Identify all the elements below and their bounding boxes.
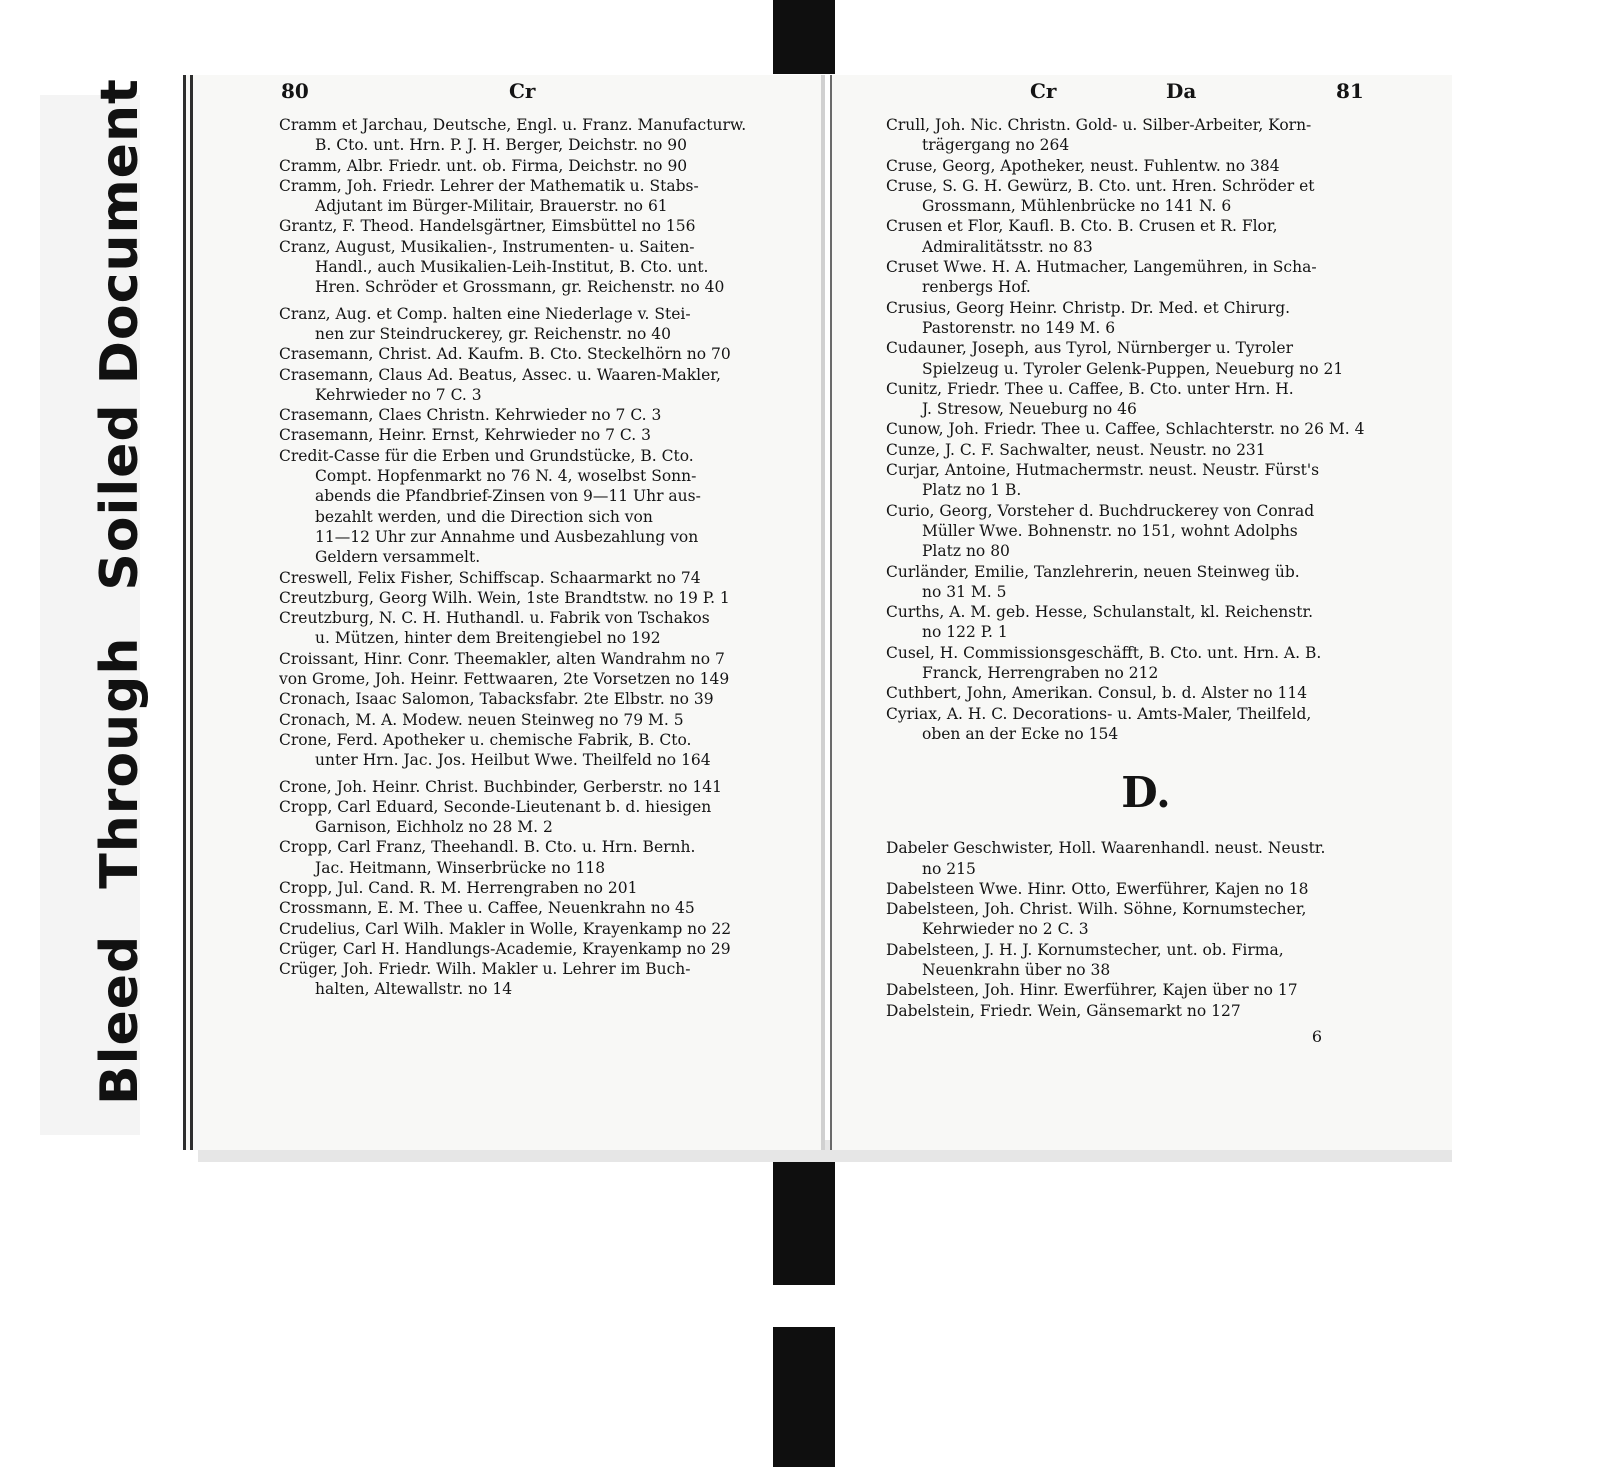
entry-first-line: Cronach, Isaac Salomon, Tabacksfabr. 2te Elbstr. no 39 [279, 690, 714, 709]
entry-first-line: Cruset Wwe. H. A. Hutmacher, Langemühren, in Scha- [886, 258, 1317, 277]
directory-entry [279, 649, 799, 669]
entry-continuation-line: Neuenkrahn über no 38 [922, 960, 1111, 979]
left-entry-list [279, 115, 799, 1000]
entry-first-line: Cusel, H. Commissionsgeschäfft, B. Cto. unt. Hrn. A. B. [886, 643, 1322, 662]
entry-first-line: Crasemann, Heinr. Ernst, Kehrwieder no 7 C. 3 [279, 426, 651, 445]
directory-entry [279, 919, 799, 939]
directory-entry [279, 797, 799, 838]
directory-entry [279, 365, 799, 406]
right-entry-list [886, 115, 1406, 1047]
entry-first-line: Crüger, Carl H. Handlungs-Academie, Krayenkamp no 29 [279, 939, 731, 958]
entry-first-line: Credit-Casse für die Erben und Grundstücke, B. Cto. [279, 446, 694, 465]
directory-entry [886, 838, 1406, 879]
entry-continuation-line: Admiralitätsstr. no 83 [922, 237, 1093, 256]
entry-continuation-line: renbergs Hof. [922, 278, 1031, 297]
entry-first-line: Cunow, Joh. Friedr. Thee u. Caffee, Schlachterstr. no 26 M. 4 [886, 420, 1365, 439]
directory-entry [279, 939, 799, 959]
entry-continuation-line: Platz no 1 B. [922, 481, 1022, 500]
right-page-running-head-right: Da [1166, 79, 1197, 103]
entry-continuation-line: bezahlt werden, und die Direction sich von [315, 507, 653, 526]
directory-entry [279, 730, 799, 771]
signature-mark: 6 [1311, 1026, 1322, 1046]
directory-entry [886, 176, 1406, 217]
entry-continuation-line: unter Hrn. Jac. Jos. Heilbut Wwe. Theilfeld no 164 [315, 751, 711, 770]
directory-entry [886, 156, 1406, 176]
directory-entry [279, 710, 799, 730]
entry-first-line: Creutzburg, N. C. H. Huthandl. u. Fabrik von Tschakos [279, 609, 710, 628]
entry-first-line: Cudauner, Joseph, aus Tyrol, Nürnberger u. Tyroler [886, 339, 1293, 358]
directory-entry [279, 588, 799, 608]
entry-first-line: Crull, Joh. Nic. Christn. Gold- u. Silber-Arbeiter, Korn- [886, 116, 1312, 134]
directory-entry [279, 689, 799, 709]
entry-first-line: Crasemann, Christ. Ad. Kaufm. B. Cto. Steckelhörn no 70 [279, 345, 731, 364]
directory-entry [886, 1001, 1406, 1021]
left-page [183, 75, 825, 1150]
directory-entry [279, 898, 799, 918]
directory-entry [886, 643, 1406, 684]
entry-first-line: Crasemann, Claus Ad. Beatus, Assec. u. Waaren-Makler, [279, 365, 721, 384]
entry-continuation-line: Franck, Herrengraben no 212 [922, 664, 1159, 683]
entry-first-line: Cranz, Aug. et Comp. halten eine Niederlage v. Stei- [279, 304, 691, 323]
directory-entry [279, 304, 799, 345]
entry-first-line: Curjar, Antoine, Hutmachermstr. neust. Neustr. Fürst's [886, 461, 1320, 480]
entry-first-line: Cunitz, Friedr. Thee u. Caffee, B. Cto. unter Hrn. H. [886, 379, 1294, 398]
left-page-running-head: Cr [509, 79, 536, 103]
entry-continuation-line: B. Cto. unt. Hrn. P. J. H. Berger, Deichstr. no 90 [315, 136, 687, 155]
directory-entry [886, 257, 1406, 298]
left-page-header [193, 75, 825, 109]
entry-first-line: Curths, A. M. geb. Hesse, Schulanstalt, kl. Reichenstr. [886, 603, 1314, 622]
bleed-through-soiled-label [90, 78, 150, 1105]
directory-entry [279, 216, 799, 236]
directory-entry [279, 777, 799, 797]
entry-first-line: Cyriax, A. H. C. Decorations- u. Amts-Maler, Theilfeld, [886, 704, 1312, 723]
entry-first-line: Crone, Ferd. Apotheker u. chemische Fabrik, B. Cto. [279, 730, 692, 749]
entry-continuation-line: Hren. Schröder et Grossmann, gr. Reichenstr. no 40 [315, 278, 725, 297]
entry-continuation-line: no 215 [922, 859, 976, 878]
entry-first-line: Cramm, Joh. Friedr. Lehrer der Mathematik u. Stabs- [279, 176, 699, 195]
directory-entry [279, 959, 799, 1000]
directory-entry [279, 837, 799, 878]
entry-continuation-line: Spielzeug u. Tyroler Gelenk-Puppen, Neueburg no 21 [922, 359, 1344, 378]
directory-entry [886, 940, 1406, 981]
label-word-3: Soiled Document [90, 78, 150, 591]
directory-entry [279, 568, 799, 588]
directory-entry [886, 879, 1406, 899]
directory-entry [279, 446, 799, 568]
entry-continuation-line: Compt. Hopfenmarkt no 76 N. 4, woselbst Sonn- [315, 467, 697, 486]
entry-first-line: Cunze, J. C. F. Sachwalter, neust. Neustr. no 231 [886, 440, 1266, 459]
entry-first-line: Crudelius, Carl Wilh. Makler in Wolle, Krayenkamp no 22 [279, 919, 732, 938]
entry-continuation-line: Kehrwieder no 7 C. 3 [315, 385, 482, 404]
section-letter-d: D. [1121, 768, 1171, 818]
entry-continuation-line: Handl., auch Musikalien-Leih-Institut, B. Cto. unt. [315, 258, 709, 277]
label-word-1: Bleed [90, 934, 150, 1105]
directory-entry [886, 899, 1406, 940]
binding-clip-top [773, 0, 835, 74]
entry-continuation-line: Adjutant im Bürger-Militair, Brauerstr. no 61 [315, 197, 668, 216]
directory-entry [886, 440, 1406, 460]
directory-entry [886, 501, 1406, 562]
entry-continuation-line: 11—12 Uhr zur Annahme und Ausbezahlung von [315, 527, 699, 546]
directory-entry [279, 669, 799, 689]
entry-first-line: Dabelsteen, Joh. Christ. Wilh. Söhne, Kornumstecher, [886, 900, 1307, 919]
entry-continuation-line: Müller Wwe. Bohnenstr. no 151, wohnt Adolphs [922, 521, 1298, 540]
entry-first-line: Cramm, Albr. Friedr. unt. ob. Firma, Deichstr. no 90 [279, 156, 688, 175]
entry-first-line: Crasemann, Claes Christn. Kehrwieder no 7 C. 3 [279, 406, 662, 425]
entry-first-line: Creutzburg, Georg Wilh. Wein, 1ste Brandtstw. no 19 P. 1 [279, 588, 730, 607]
entry-first-line: Cronach, M. A. Modew. neuen Steinweg no 79 M. 5 [279, 710, 684, 729]
entry-first-line: Cropp, Carl Eduard, Seconde-Lieutenant b. d. hiesigen [279, 797, 712, 816]
directory-entry [886, 683, 1406, 703]
entry-continuation-line: Garnison, Eichholz no 28 M. 2 [315, 818, 553, 837]
entry-continuation-line: Geldern versammelt. [315, 548, 481, 567]
directory-entry [886, 298, 1406, 339]
right-page-running-head-left: Cr [1030, 79, 1057, 103]
directory-entry [279, 878, 799, 898]
entry-first-line: Cruse, S. G. H. Gewürz, B. Cto. unt. Hren. Schröder et [886, 176, 1315, 195]
directory-entry [279, 425, 799, 445]
right-page [830, 75, 1452, 1150]
right-page-number: 81 [1336, 79, 1364, 103]
directory-entry [279, 156, 799, 176]
entry-first-line: Grantz, F. Theod. Handelsgärtner, Eimsbüttel no 156 [279, 217, 696, 236]
directory-entry [886, 460, 1406, 501]
entry-continuation-line: Jac. Heitmann, Winserbrücke no 118 [315, 858, 606, 877]
left-page-number: 80 [281, 79, 309, 103]
entry-first-line: Crone, Joh. Heinr. Christ. Buchbinder, Gerberstr. no 141 [279, 777, 723, 796]
directory-entry [279, 344, 799, 364]
directory-entry [279, 176, 799, 217]
entry-first-line: Dabelsteen, Joh. Hinr. Ewerführer, Kajen über no 17 [886, 981, 1298, 1000]
entry-first-line: Crossmann, E. M. Thee u. Caffee, Neuenkrahn no 45 [279, 899, 695, 918]
entry-continuation-line: no 31 M. 5 [922, 582, 1007, 601]
entry-first-line: Cramm et Jarchau, Deutsche, Engl. u. Franz. Manufacturw. [279, 116, 747, 134]
directory-entry [886, 704, 1406, 745]
entry-first-line: Crusius, Georg Heinr. Christp. Dr. Med. et Chirurg. [886, 298, 1291, 317]
entry-continuation-line: Platz no 80 [922, 542, 1010, 561]
entry-first-line: Croissant, Hinr. Conr. Theemakler, alten Wandrahm no 7 [279, 649, 725, 668]
entry-first-line: von Grome, Joh. Heinr. Fettwaaren, 2te Vorsetzen no 149 [279, 670, 730, 689]
entry-first-line: Dabelsteen, J. H. J. Kornumstecher, unt. ob. Firma, [886, 940, 1284, 959]
entry-continuation-line: abends die Pfandbrief-Zinsen von 9—11 Uhr aus- [315, 487, 701, 506]
entry-first-line: Cropp, Carl Franz, Theehandl. B. Cto. u. Hrn. Bernh. [279, 838, 696, 857]
directory-entry [886, 338, 1406, 379]
entry-first-line: Curländer, Emilie, Tanzlehrerin, neuen Steinweg üb. [886, 562, 1300, 581]
directory-entry [886, 216, 1406, 257]
right-page-header [832, 75, 1452, 109]
directory-entry [886, 980, 1406, 1000]
entry-continuation-line: no 122 P. 1 [922, 623, 1008, 642]
entry-first-line: Cuthbert, John, Amerikan. Consul, b. d. Alster no 114 [886, 684, 1308, 703]
directory-entry [886, 562, 1406, 603]
directory-entry [279, 405, 799, 425]
directory-entry [886, 419, 1406, 439]
entry-first-line: Cropp, Jul. Cand. R. M. Herrengraben no 201 [279, 878, 638, 897]
entry-first-line: Cruse, Georg, Apotheker, neust. Fuhlentw. no 384 [886, 156, 1280, 175]
entry-continuation-line: trägergang no 264 [922, 136, 1070, 155]
entry-continuation-line: oben an der Ecke no 154 [922, 724, 1119, 743]
entry-first-line: Curio, Georg, Vorsteher d. Buchdruckerey von Conrad [886, 501, 1315, 520]
directory-entry [279, 608, 799, 649]
directory-entry [279, 115, 799, 156]
entry-continuation-line: Kehrwieder no 2 C. 3 [922, 920, 1089, 939]
directory-entry [279, 237, 799, 298]
entry-first-line: Cranz, August, Musikalien-, Instrumenten- u. Saiten- [279, 237, 695, 256]
binding-clip-bottom [773, 1150, 835, 1467]
entry-continuation-line: J. Stresow, Neueburg no 46 [922, 400, 1137, 419]
entry-continuation-line: u. Mützen, hinter dem Breitengiebel no 192 [315, 629, 661, 648]
entry-first-line: Crüger, Joh. Friedr. Wilh. Makler u. Lehrer im Buch- [279, 960, 691, 979]
entry-continuation-line: halten, Altewallstr. no 14 [315, 980, 513, 999]
entry-first-line: Creswell, Felix Fisher, Schiffscap. Schaarmarkt no 74 [279, 568, 701, 587]
entry-first-line: Dabeler Geschwister, Holl. Waarenhandl. neust. Neustr. [886, 839, 1326, 858]
label-word-2: Through [90, 636, 150, 889]
entry-first-line: Dabelsteen Wwe. Hinr. Otto, Ewerführer, Kajen no 18 [886, 879, 1309, 898]
entry-first-line: Dabelstein, Friedr. Wein, Gänsemarkt no 127 [886, 1001, 1241, 1020]
directory-entry [886, 379, 1406, 420]
entry-first-line: Crusen et Flor, Kaufl. B. Cto. B. Crusen et R. Flor, [886, 217, 1278, 236]
directory-entry [886, 602, 1406, 643]
entry-continuation-line: nen zur Steindruckerey, gr. Reichenstr. no 40 [315, 324, 672, 343]
directory-entry [886, 115, 1406, 156]
entry-continuation-line: Pastorenstr. no 149 M. 6 [922, 318, 1116, 337]
entry-continuation-line: Grossmann, Mühlenbrücke no 141 N. 6 [922, 197, 1232, 216]
